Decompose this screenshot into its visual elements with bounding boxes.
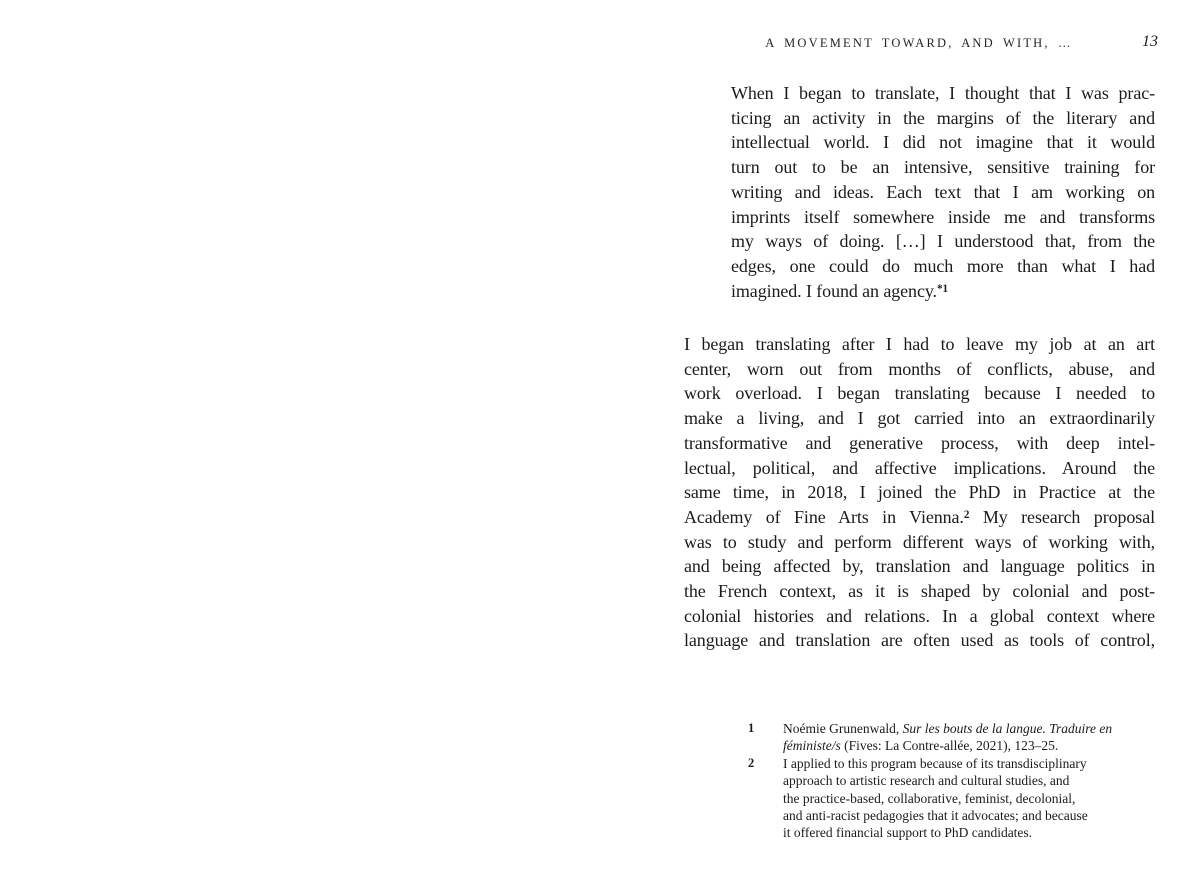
footnote-1-number: 1 xyxy=(748,721,755,735)
text-segment: When I began to translate, I thought that I was prac- xyxy=(731,83,1155,103)
text-segment: colonial histories and relations. In a global context where xyxy=(684,605,1155,626)
text-segment: I applied to this program because of its transdisciplinary xyxy=(783,755,1087,771)
epigraph-block-quote xyxy=(731,81,1155,303)
text-segment: approach to artistic research and cultural studies, and xyxy=(783,773,1070,789)
text-segment: the practice-based, collaborative, feminist, decolonial, xyxy=(783,790,1076,806)
text-line xyxy=(684,530,1155,555)
text-segment: work overload. I began translating because I needed to xyxy=(684,383,1155,404)
footnote-1 xyxy=(748,720,1148,755)
text-segment: make a living, and I got carried into an extraordinarily xyxy=(684,408,1155,429)
text-line xyxy=(684,456,1155,481)
footnote-1-text xyxy=(783,720,1148,755)
text-segment: I began translating after I had to leave my job at an art xyxy=(684,334,1155,354)
text-segment: same time, in 2018, I joined the PhD in Practice at the xyxy=(684,482,1155,503)
text-segment: the French context, as it is shaped by colonial and post- xyxy=(684,581,1155,602)
footnote-reference-marker: *1 xyxy=(936,282,949,295)
text-segment: writing and ideas. Each text that I am working on xyxy=(731,181,1155,202)
text-segment: My research proposal xyxy=(969,506,1155,527)
text-line xyxy=(684,505,1155,530)
text-segment: turn out to be an intensive, sensitive training for xyxy=(731,157,1155,178)
text-line xyxy=(731,106,1155,131)
text-segment: ticing an activity in the margins of the literary and xyxy=(731,107,1155,128)
text-segment: imprints itself somewhere inside me and transforms xyxy=(731,206,1155,227)
text-segment: my ways of doing. […] I understood that, from the xyxy=(731,231,1155,252)
text-line xyxy=(731,205,1155,230)
footnote-2 xyxy=(748,755,1148,842)
text-line xyxy=(783,824,1148,841)
text-segment: féministe/s xyxy=(783,738,841,754)
text-line xyxy=(783,807,1148,824)
footnote-reference-marker: 2 xyxy=(963,508,970,521)
text-line xyxy=(684,480,1155,505)
text-line xyxy=(783,720,1148,737)
text-segment: language and translation are often used as tools of control, xyxy=(684,630,1155,651)
text-line xyxy=(684,628,1155,653)
running-head-title: A MOVEMENT TOWARD, AND WITH, … xyxy=(765,36,1073,50)
text-line xyxy=(684,604,1155,629)
footnotes-section xyxy=(748,720,1148,842)
text-line xyxy=(731,229,1155,254)
text-line xyxy=(783,737,1148,754)
text-line xyxy=(731,81,1155,106)
text-line xyxy=(684,406,1155,431)
body-paragraph xyxy=(684,332,1155,653)
text-line xyxy=(684,381,1155,406)
text-segment: and being affected by, translation and language politics in xyxy=(684,556,1155,577)
text-segment: center, worn out from months of conflicts, abuse, and xyxy=(684,358,1155,379)
text-segment: it offered financial support to PhD candidates. xyxy=(783,825,1033,841)
footnote-2-text xyxy=(783,755,1148,842)
text-line xyxy=(684,579,1155,604)
text-segment: lectual, political, and affective implications. Around the xyxy=(684,457,1155,478)
text-line xyxy=(684,431,1155,456)
text-line xyxy=(731,130,1155,155)
text-line xyxy=(783,772,1148,789)
text-segment: edges, one could do much more than what I had xyxy=(731,255,1155,276)
footnote-2-number: 2 xyxy=(748,755,755,770)
text-segment: Noémie Grunenwald, xyxy=(783,721,903,736)
text-segment: and anti-racist pedagogies that it advocates; and because xyxy=(783,808,1088,824)
text-line xyxy=(731,254,1155,279)
text-line xyxy=(684,554,1155,579)
text-segment: (Fives: La Contre-allée, 2021), 123–25. xyxy=(840,738,1059,754)
text-segment: was to study and perform different ways of working with, xyxy=(684,531,1155,552)
text-line xyxy=(783,755,1148,772)
text-line xyxy=(731,279,1155,304)
text-segment: transformative and generative process, with deep intel- xyxy=(684,432,1155,453)
text-line xyxy=(684,332,1155,357)
text-line xyxy=(731,155,1155,180)
page-number: 13 xyxy=(1142,33,1158,50)
text-line xyxy=(783,790,1148,807)
text-segment: imagined. I found an agency. xyxy=(731,280,937,301)
text-segment: intellectual world. I did not imagine that it would xyxy=(731,132,1155,153)
text-segment: Sur les bouts de la langue. Traduire en xyxy=(902,721,1113,736)
text-line xyxy=(684,357,1155,382)
text-line xyxy=(731,180,1155,205)
text-segment: Academy of Fine Arts in Vienna. xyxy=(684,506,964,527)
